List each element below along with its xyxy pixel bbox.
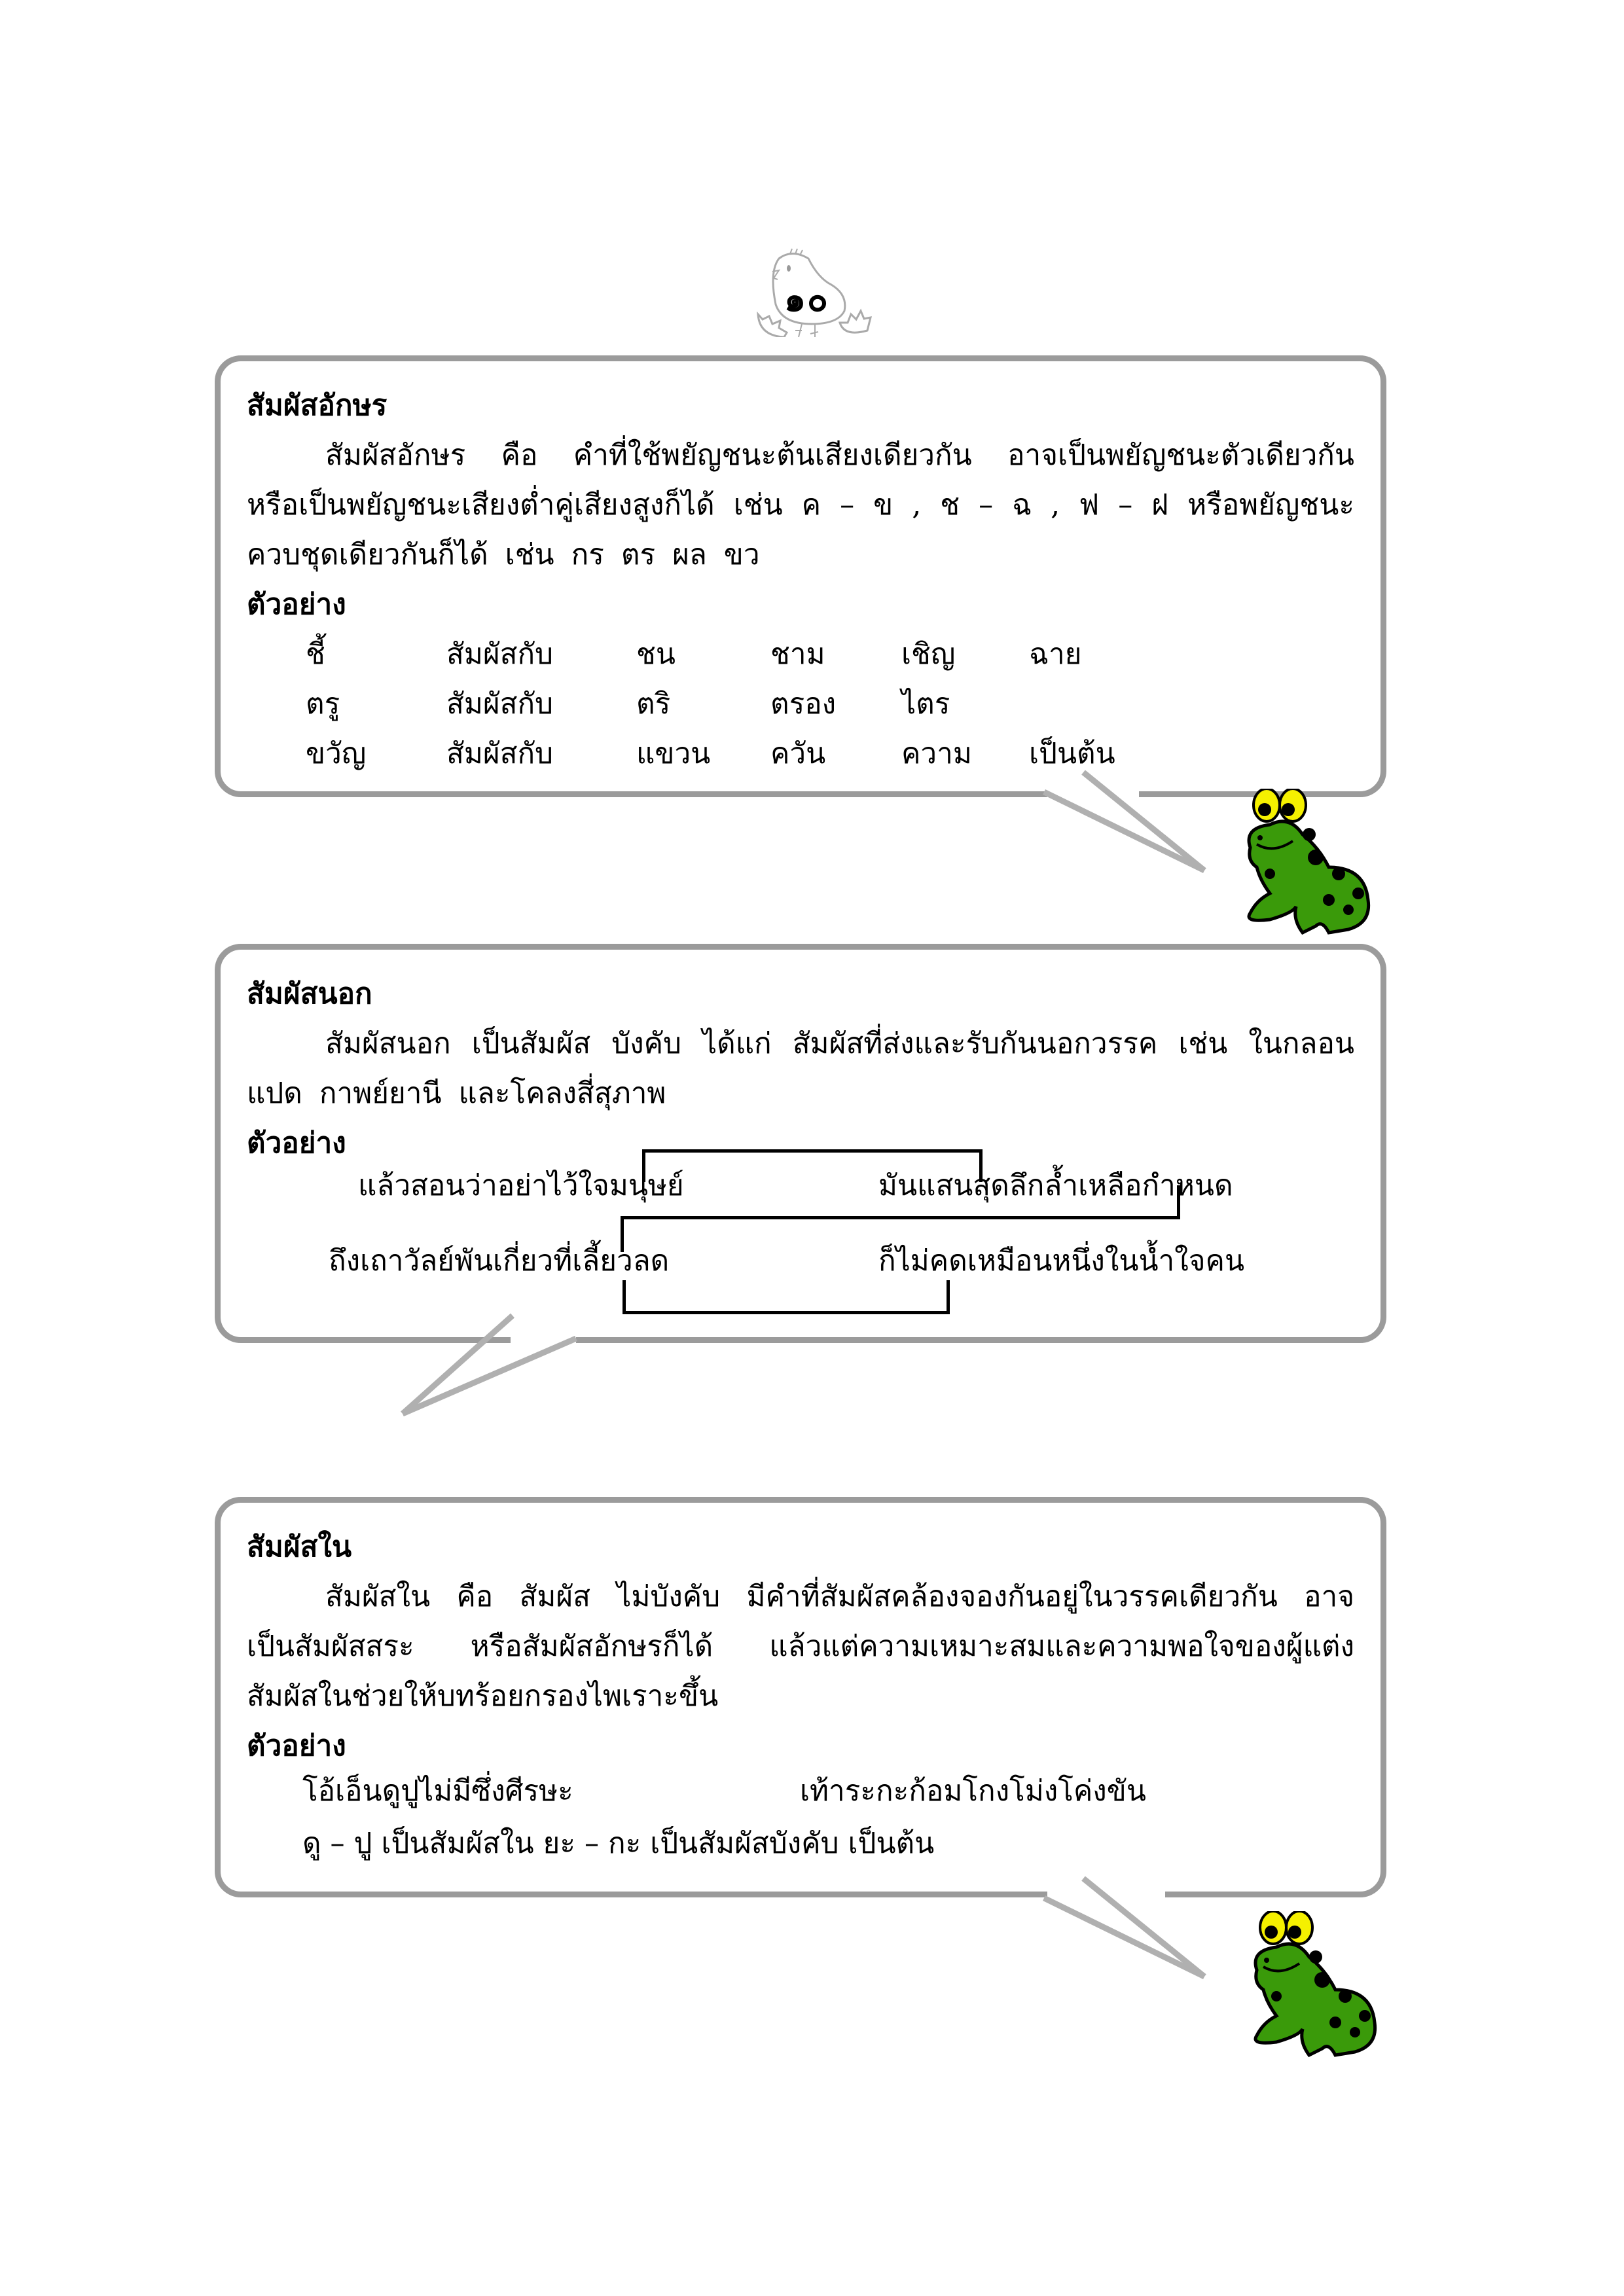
section-title: สัมผัสอักษร	[247, 389, 388, 422]
example-word: ไตร	[901, 687, 950, 721]
example-word: ควัน	[770, 737, 826, 770]
poem-line: แล้วสอนว่าอย่าไว้ใจมนุษย์	[358, 1169, 684, 1202]
poem-line: โอ้เอ็นดูปูไม่มีซึ่งศีรษะ	[302, 1774, 573, 1808]
example-word: ตริ	[636, 687, 671, 721]
example-word: ชี้	[306, 637, 325, 671]
section-title: สัมผัสนอก	[247, 977, 372, 1011]
example-word: แขวน	[636, 737, 711, 770]
example-word: ความ	[901, 737, 972, 770]
example-word: สัมผัสกับ	[446, 737, 554, 770]
example-word: ชาม	[770, 637, 825, 671]
poem-line: ก็ไม่คดเหมือนหนึ่งในน้ำใจคน	[878, 1244, 1245, 1278]
section-paragraph: สัมผัสใน คือ สัมผัส ไม่บังคับ มีคำที่สัมผัสคล้องจองกันอยู่ในวรรคเดียวกัน อาจเป็นสัมผัสสระ หรือสัมผัสอักษรก็ได้ แล้วแต่ความเหมาะสมและความพอใจของผู้แต่ง สัมผัสในช่วยให้บทร้อยกรองไพเราะขึ้น	[247, 1580, 1354, 1713]
speech-bubble-tail	[393, 1309, 576, 1427]
page-number-badge	[733, 232, 877, 337]
rhyme-link-bracket	[623, 1280, 950, 1314]
section-paragraph: สัมผัสนอก เป็นสัมผัส บังคับ ได้แก่ สัมผัสที่ส่งและรับกันนอกวรรค เช่น ในกลอนแปด กาพย์ยานี และโคลงสี่สุภาพ	[247, 1027, 1354, 1110]
poem-line: ถึงเถาวัลย์พันเกี่ยวที่เลี้ยวลด	[329, 1244, 670, 1278]
example-row	[306, 679, 1354, 729]
speech-bubble-alliteration	[215, 355, 1386, 797]
section-title: สัมผัสใน	[247, 1530, 352, 1564]
page-number: ๑๐	[784, 279, 829, 319]
example-row	[306, 630, 1354, 679]
frog-icon	[1231, 789, 1388, 939]
section-paragraph: สัมผัสอักษร คือ คำที่ใช้พยัญชนะต้นเสียงเดียวกัน อาจเป็นพยัญชนะตัวเดียวกัน หรือเป็นพยัญชนะเสียงต่ำคู่เสียงสูงก็ได้ เช่น ค – ข , ช – ฉ , ฟ – ฝ หรือพยัญชนะควบชุดเดียวกันก็ได้ เช่น กร ตร ผล ขว	[247, 439, 1354, 571]
example-word: ชน	[636, 637, 676, 671]
speech-bubble-external-rhyme	[215, 944, 1386, 1343]
example-word: ขวัญ	[306, 737, 367, 770]
speech-bubble-tail	[1021, 1878, 1231, 1983]
example-row	[306, 729, 1354, 779]
example-word: สัมผัสกับ	[446, 687, 554, 721]
rhyme-explanation: ดู – ปู เป็นสัมผัสใน ยะ – กะ เป็นสัมผัสบังคับ เป็นต้น	[302, 1827, 935, 1860]
example-word: เชิญ	[901, 637, 956, 671]
rhyme-link-bracket	[642, 1149, 983, 1182]
speech-bubble-tail	[1021, 772, 1231, 877]
poem-line: เท้าระกะก้อมโกงโม่งโค่งขัน	[800, 1774, 1146, 1808]
example-word: สัมผัสกับ	[446, 637, 554, 671]
speech-bubble-internal-rhyme	[215, 1497, 1386, 1897]
example-label: ตัวอย่าง	[247, 588, 346, 621]
example-word: ฉาย	[1029, 637, 1082, 671]
example-label: ตัวอย่าง	[247, 1729, 346, 1763]
frog-icon	[1237, 1911, 1394, 2062]
poem-line: มันแสนสุดลึกล้ำเหลือกำหนด	[878, 1169, 1233, 1202]
example-label: ตัวอย่าง	[247, 1126, 346, 1160]
example-word: เป็นต้น	[1029, 737, 1115, 770]
rhyme-link-bracket	[1174, 1185, 1180, 1219]
example-word: ตรอง	[770, 687, 837, 721]
rhyme-link-bracket	[621, 1216, 1180, 1252]
example-word: ตรู	[306, 687, 340, 721]
